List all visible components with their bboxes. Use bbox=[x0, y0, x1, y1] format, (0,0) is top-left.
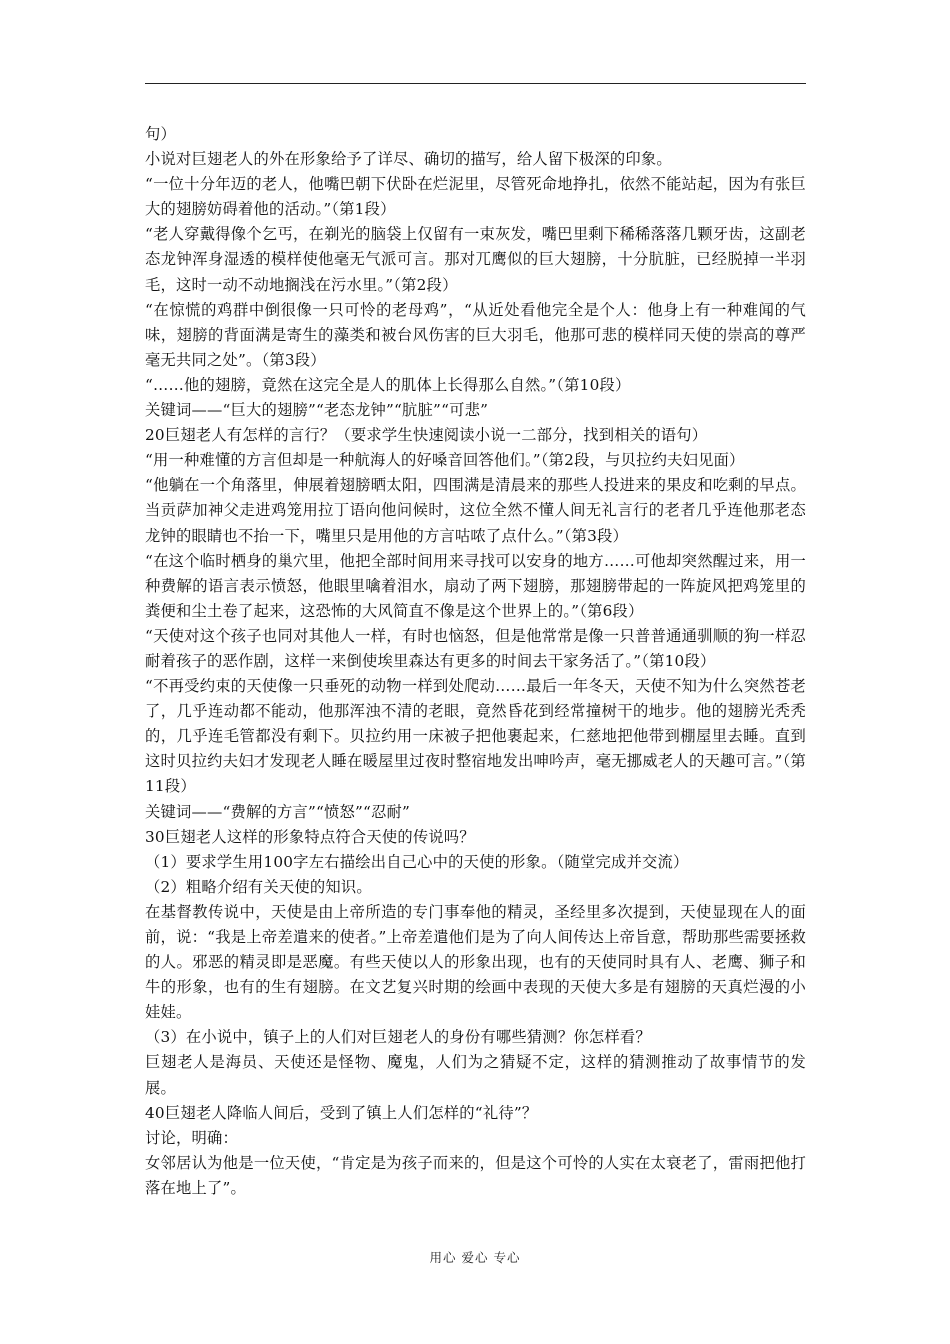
page-footer: 用心 爱心 专心 bbox=[429, 1250, 521, 1265]
text-paragraph: 小说对巨翅老人的外在形象给予了详尽、确切的描写，给人留下极深的印象。 bbox=[145, 150, 672, 169]
quote-paragraph: “老人穿戴得像个乞丐，在剃光的脑袋上仅留有一束灰发，嘴巴里剩下稀稀落落几颗牙齿，这副老态龙钟浑身湿透的模样使他毫无气派可言。那对兀鹰似的巨大翅膀，十分肮脏，已经脱掉一半羽毛，这时一动不动地搁浅在污水里。”（第2段） bbox=[145, 225, 806, 294]
document-body bbox=[145, 122, 806, 1201]
text-paragraph: 句） bbox=[145, 125, 176, 143]
quote-paragraph: “在这个临时栖身的巢穴里，他把全部时间用来寻找可以安身的地方……可他却突然醒过来，用一种费解的语言表示愤怒，他眼里噙着泪水，扇动了两下翅膀，那翅膀带起的一阵旋风把鸡笼里的粪便和尘土卷了起来，这恐怖的大风简直不像是这个世界上的。”（第6段） bbox=[145, 551, 806, 620]
quote-paragraph: “在惊慌的鸡群中倒很像一只可怜的老母鸡”，“从近处看他完全是个人：他身上有一种难闻的气味，翅膀的背面满是寄生的藻类和被台风伤害的巨大羽毛，他那可悲的模样同天使的崇高的尊严毫无共同之处”。（第3段） bbox=[145, 300, 806, 369]
text-paragraph: 讨论，明确： bbox=[145, 1128, 238, 1147]
sub-question: （2）粗略介绍有关天使的知识。 bbox=[145, 877, 372, 896]
question-heading: 40巨翅老人降临人间后，受到了镇上人们怎样的“礼待”？ bbox=[145, 1103, 538, 1122]
question-heading: 20巨翅老人有怎样的言行？（要求学生快速阅读小说一二部分，找到相关的语句） bbox=[145, 426, 708, 445]
quote-paragraph: “……他的翅膀，竟然在这完全是人的肌体上长得那么自然。”（第10段） bbox=[145, 375, 631, 394]
sub-question: （3）在小说中，镇子上的人们对巨翅老人的身份有哪些猜测？你怎样看？ bbox=[145, 1028, 651, 1047]
keywords-line: 关键词——“费解的方言”“愤怒”“忍耐” bbox=[145, 802, 411, 821]
text-paragraph: 在基督教传说中，天使是由上帝所造的专门事奉他的精灵，圣经里多次提到，天使显现在人的面前，说：“我是上帝差遣来的使者。”上帝差遣他们是为了向人间传达上帝旨意，帮助那些需要拯救的人。邪恶的精灵即是恶魔。有些天使以人的形象出现，也有的天使同时具有人、老鹰、狮子和牛的形象，也有的生有翅膀。在文艺复兴时期的绘画中表现的天使大多是有翅膀的天真烂漫的小娃娃。 bbox=[145, 902, 806, 1022]
quote-paragraph: “一位十分年迈的老人，他嘴巴朝下伏卧在烂泥里，尽管死命地挣扎，依然不能站起，因为有张巨大的翅膀妨碍着他的活动。”（第1段） bbox=[145, 175, 806, 219]
question-heading: 30巨翅老人这样的形象特点符合天使的传说吗？ bbox=[145, 827, 475, 846]
header-rule bbox=[145, 83, 806, 84]
keywords-line: 关键词——“巨大的翅膀”“老态龙钟”“肮脏”“可悲” bbox=[145, 401, 489, 420]
quote-paragraph: “他躺在一个角落里，伸展着翅膀晒太阳，四围满是清晨来的那些人投进来的果皮和吃剩的早点。当贡萨加神父走进鸡笼用拉丁语向他问候时，这位全然不懂人间无礼言行的老者几乎连他那老态龙钟的眼睛也不抬一下，嘴里只是用他的方言咕哝了点什么。”（第3段） bbox=[145, 476, 806, 545]
quote-paragraph: “用一种难懂的方言但却是一种航海人的好嗓音回答他们。”（第2段，与贝拉约夫妇见面） bbox=[145, 451, 745, 470]
text-paragraph: 女邻居认为他是一位天使，“肯定是为孩子而来的，但是这个可怜的人实在太衰老了，雷雨把他打落在地上了”。 bbox=[145, 1153, 806, 1197]
quote-paragraph: “不再受约束的天使像一只垂死的动物一样到处爬动……最后一年冬天，天使不知为什么突然苍老了，几乎连动都不能动，他那浑浊不清的老眼，竟然昏花到经常撞树干的地步。他的翅膀光秃秃的，几乎连毛管都没有剩下。贝拉约用一床被子把他裹起来，仁慈地把他带到棚屋里去睡。直到这时贝拉约夫妇才发现老人睡在暖屋里过夜时整宿地发出呻吟声，毫无挪威老人的天趣可言。”（第11段） bbox=[145, 677, 806, 796]
text-paragraph: 巨翅老人是海员、天使还是怪物、魔鬼，人们为之猜疑不定，这样的猜测推动了故事情节的发展。 bbox=[145, 1053, 806, 1097]
quote-paragraph: “天使对这个孩子也同对其他人一样，有时也恼怒，但是他常常是像一只普普通通驯顺的狗一样忍耐着孩子的恶作剧，这样一来倒使埃里森达有更多的时间去干家务活了。”（第10段） bbox=[145, 626, 806, 670]
sub-question: （1）要求学生用100字左右描绘出自己心中的天使的形象。（随堂完成并交流） bbox=[145, 852, 689, 871]
